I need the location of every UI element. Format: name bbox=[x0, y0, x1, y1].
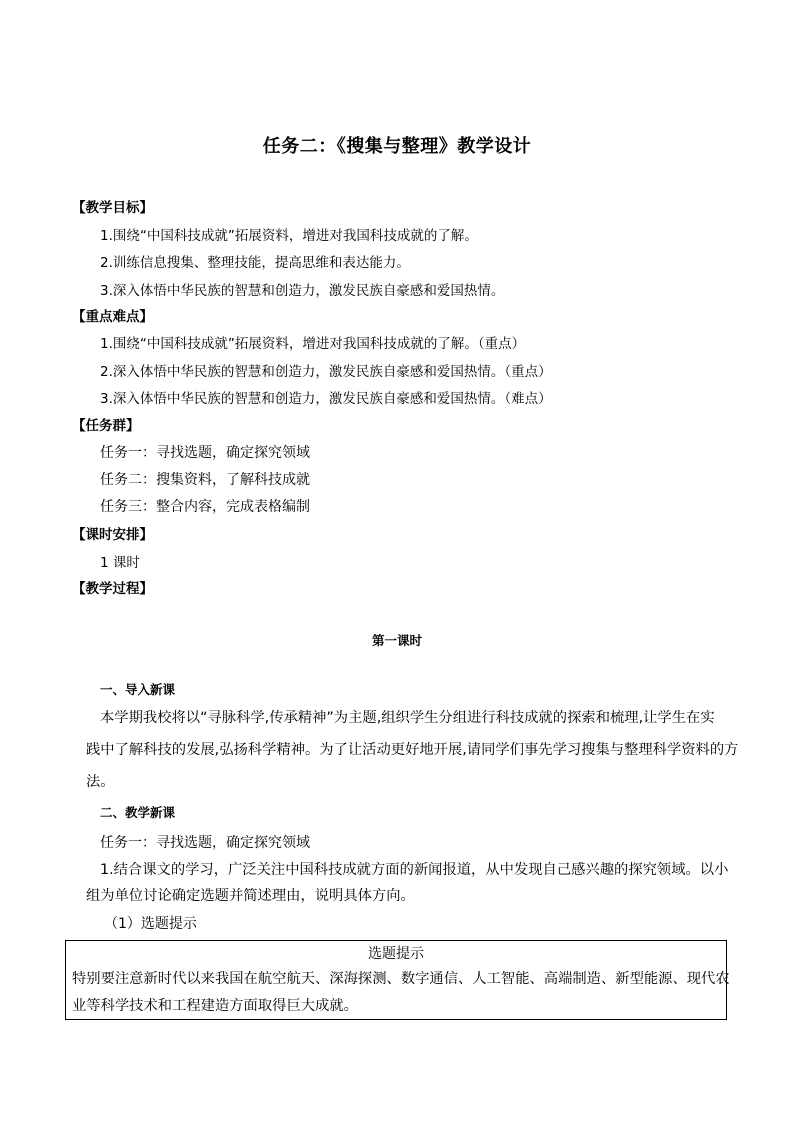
key-point-item: 3.深入体悟中华民族的智慧和创造力，激发民族自豪感和爱国热情。（难点） bbox=[100, 391, 552, 407]
key-point-item: 1.围绕“中国科技成就”拓展资料，增进对我国科技成就的了解。（重点） bbox=[100, 336, 526, 352]
goal-item: 1.围绕“中国科技成就”拓展资料，增进对我国科技成就的了解。 bbox=[100, 228, 478, 244]
hint-box-line: 业等科学技术和工程建造方面取得巨大成就。 bbox=[72, 998, 358, 1014]
task1-label: 任务一：寻找选题，确定探究领域 bbox=[100, 835, 310, 851]
goals-heading: 【教学目标】 bbox=[72, 200, 153, 216]
intro-line: 本学期我校将以“寻脉科学,传承精神”为主题,组织学生分组进行科技成就的探索和梳理,让学生在实 bbox=[100, 710, 715, 726]
hint-box-title: 选题提示 bbox=[368, 946, 424, 962]
task-item: 任务二：搜集资料，了解科技成就 bbox=[100, 472, 310, 488]
tasks-heading: 【任务群】 bbox=[72, 418, 140, 434]
key-point-item: 2.深入体悟中华民族的智慧和创造力，激发民族自豪感和爱国热情。（重点） bbox=[100, 364, 552, 380]
goal-item: 2.训练信息搜集、整理技能，提高思维和表达能力。 bbox=[100, 255, 410, 271]
page-title: 任务二：《搜集与整理》教学设计 bbox=[262, 136, 532, 157]
schedule-heading: 【课时安排】 bbox=[72, 527, 153, 543]
intro-line: 践中了解科技的发展,弘扬科学精神。为了让活动更好地开展,请同学们事先学习搜集与整理科学资料的方 bbox=[86, 742, 739, 758]
task-item: 任务一：寻找选题，确定探究领域 bbox=[100, 445, 310, 461]
topic-hint-box bbox=[65, 940, 730, 1020]
schedule-value: 1 课时 bbox=[100, 555, 140, 571]
hint-label: （1）选题提示 bbox=[104, 916, 197, 932]
new-lesson-heading: 二、教学新课 bbox=[100, 805, 176, 820]
process-heading: 【教学过程】 bbox=[72, 581, 153, 597]
intro-heading: 一、导入新课 bbox=[100, 682, 176, 697]
task-item: 任务三：整合内容，完成表格编制 bbox=[100, 499, 310, 515]
step1-line: 1.结合课文的学习，广泛关注中国科技成就方面的新闻报道，从中发现自己感兴趣的探究领域。以小 bbox=[100, 862, 729, 878]
key-points-heading: 【重点难点】 bbox=[72, 309, 153, 325]
lesson-title: 第一课时 bbox=[371, 633, 422, 648]
hint-box-line: 特别要注意新时代以来我国在航空航天、深海探测、数字通信、人工智能、高端制造、新型能源、现代农 bbox=[72, 971, 730, 987]
step1-line: 组为单位讨论确定选题并简述理由，说明具体方向。 bbox=[86, 888, 415, 904]
goal-item: 3.深入体悟中华民族的智慧和创造力，激发民族自豪感和爱国热情。 bbox=[100, 283, 505, 299]
intro-line: 法。 bbox=[86, 774, 115, 790]
